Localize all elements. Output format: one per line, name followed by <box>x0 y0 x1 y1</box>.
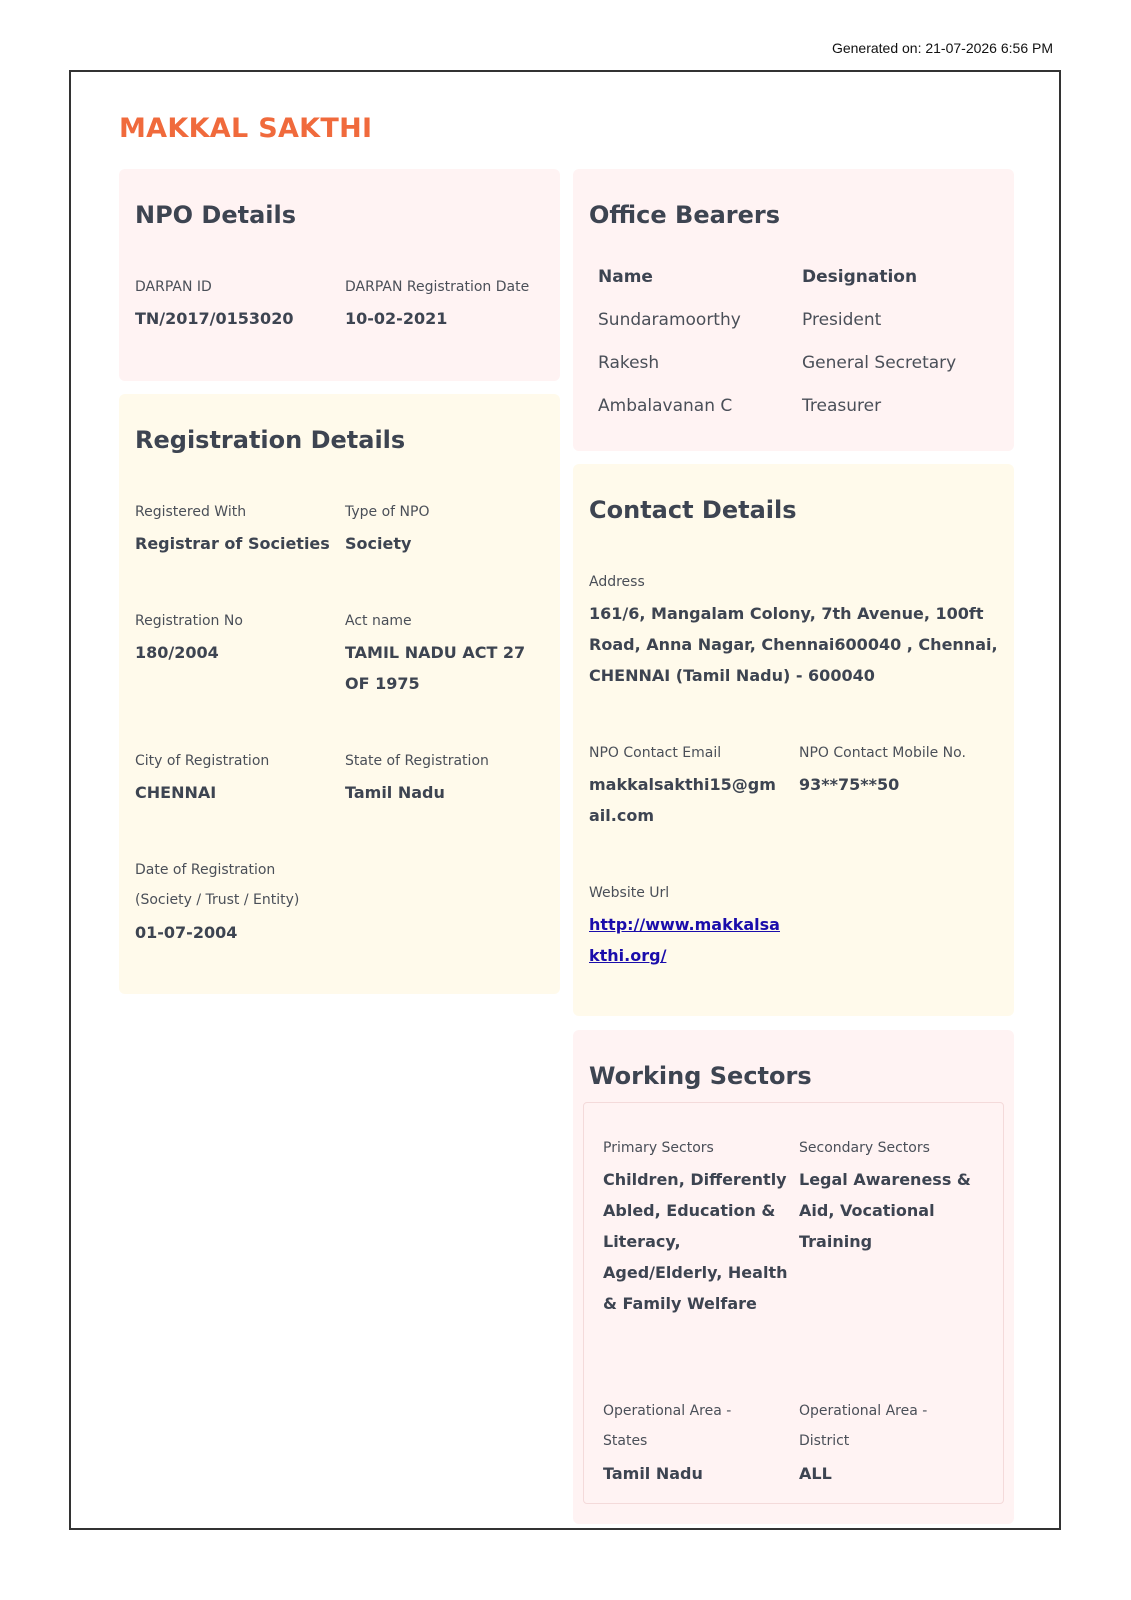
darpan-registration-date-value: 10-02-2021 <box>345 309 448 328</box>
bearer-designation: General Secretary <box>802 353 957 373</box>
darpan-id-label: DARPAN ID <box>135 279 212 295</box>
operational-area-states-label: Operational Area - States <box>603 1403 732 1449</box>
registration-no-label: Registration No <box>135 613 243 629</box>
date-of-registration-label: Date of Registration (Society / Trust / Entity) <box>135 862 300 908</box>
operational-area-district-label: Operational Area - District <box>799 1403 928 1449</box>
bearer-designation: President <box>802 310 882 330</box>
bearer-name: Sundaramoorthy <box>598 310 741 330</box>
contact-email-label: NPO Contact Email <box>589 745 722 761</box>
act-name-label: Act name <box>345 613 412 629</box>
office-bearers-name-header: Name <box>598 267 653 287</box>
working-sectors-title: Working Sectors <box>589 1062 812 1090</box>
registered-with-value: Registrar of Societies <box>135 534 330 553</box>
bearer-name: Ambalavanan C <box>598 396 733 416</box>
date-of-registration-value: 01-07-2004 <box>135 923 238 942</box>
npo-details-title: NPO Details <box>135 201 297 229</box>
city-of-registration-value: CHENNAI <box>135 783 217 802</box>
secondary-sectors-label: Secondary Sectors <box>799 1140 930 1156</box>
organization-name: MAKKAL SAKTHI <box>119 113 373 144</box>
contact-mobile-label: NPO Contact Mobile No. <box>799 745 966 761</box>
registration-details-title: Registration Details <box>135 426 406 454</box>
act-name-value: TAMIL NADU ACT 27 OF 1975 <box>345 643 526 693</box>
secondary-sectors-value: Legal Awareness & Aid, Vocational Training <box>799 1170 971 1251</box>
generated-timestamp: Generated on: 21-07-2026 6:56 PM <box>831 40 1053 56</box>
primary-sectors-value: Children, Differently Abled, Education & Literacy, Aged/Elderly, Health & Family Welfare <box>603 1170 788 1313</box>
contact-details-card <box>573 464 1014 1016</box>
type-of-npo-value: Society <box>345 534 412 553</box>
state-of-registration-value: Tamil Nadu <box>345 783 445 802</box>
bearer-designation: Treasurer <box>802 396 882 416</box>
website-url-link[interactable]: http://www.makkalsakthi.org/ <box>589 915 780 965</box>
website-url-label: Website Url <box>589 885 670 901</box>
contact-mobile-value: 93**75**50 <box>799 775 900 794</box>
registered-with-label: Registered With <box>135 504 247 520</box>
darpan-id-value: TN/2017/0153020 <box>135 309 294 328</box>
npo-details-card <box>119 169 560 381</box>
operational-area-district-value: ALL <box>799 1464 832 1483</box>
state-of-registration-label: State of Registration <box>345 753 489 769</box>
bearer-name: Rakesh <box>598 353 660 373</box>
city-of-registration-label: City of Registration <box>135 753 270 769</box>
registration-details-card <box>119 394 560 994</box>
working-sectors-card <box>573 1030 1014 1524</box>
office-bearers-title: Office Bearers <box>589 201 781 229</box>
address-label: Address <box>589 574 645 590</box>
registration-no-value: 180/2004 <box>135 643 219 662</box>
type-of-npo-label: Type of NPO <box>345 504 430 520</box>
primary-sectors-label: Primary Sectors <box>603 1140 714 1156</box>
office-bearers-designation-header: Designation <box>802 267 918 287</box>
office-bearers-card <box>573 169 1014 451</box>
contact-details-title: Contact Details <box>589 496 797 524</box>
darpan-registration-date-label: DARPAN Registration Date <box>345 279 530 295</box>
address-value: 161/6, Mangalam Colony, 7th Avenue, 100ft Road, Anna Nagar, Chennai600040 , Chennai, CHENNAI (Tamil Nadu) - 600040 <box>589 604 998 685</box>
operational-area-states-value: Tamil Nadu <box>603 1464 703 1483</box>
contact-email-value: makkalsakthi15@gmail.com <box>589 775 776 825</box>
